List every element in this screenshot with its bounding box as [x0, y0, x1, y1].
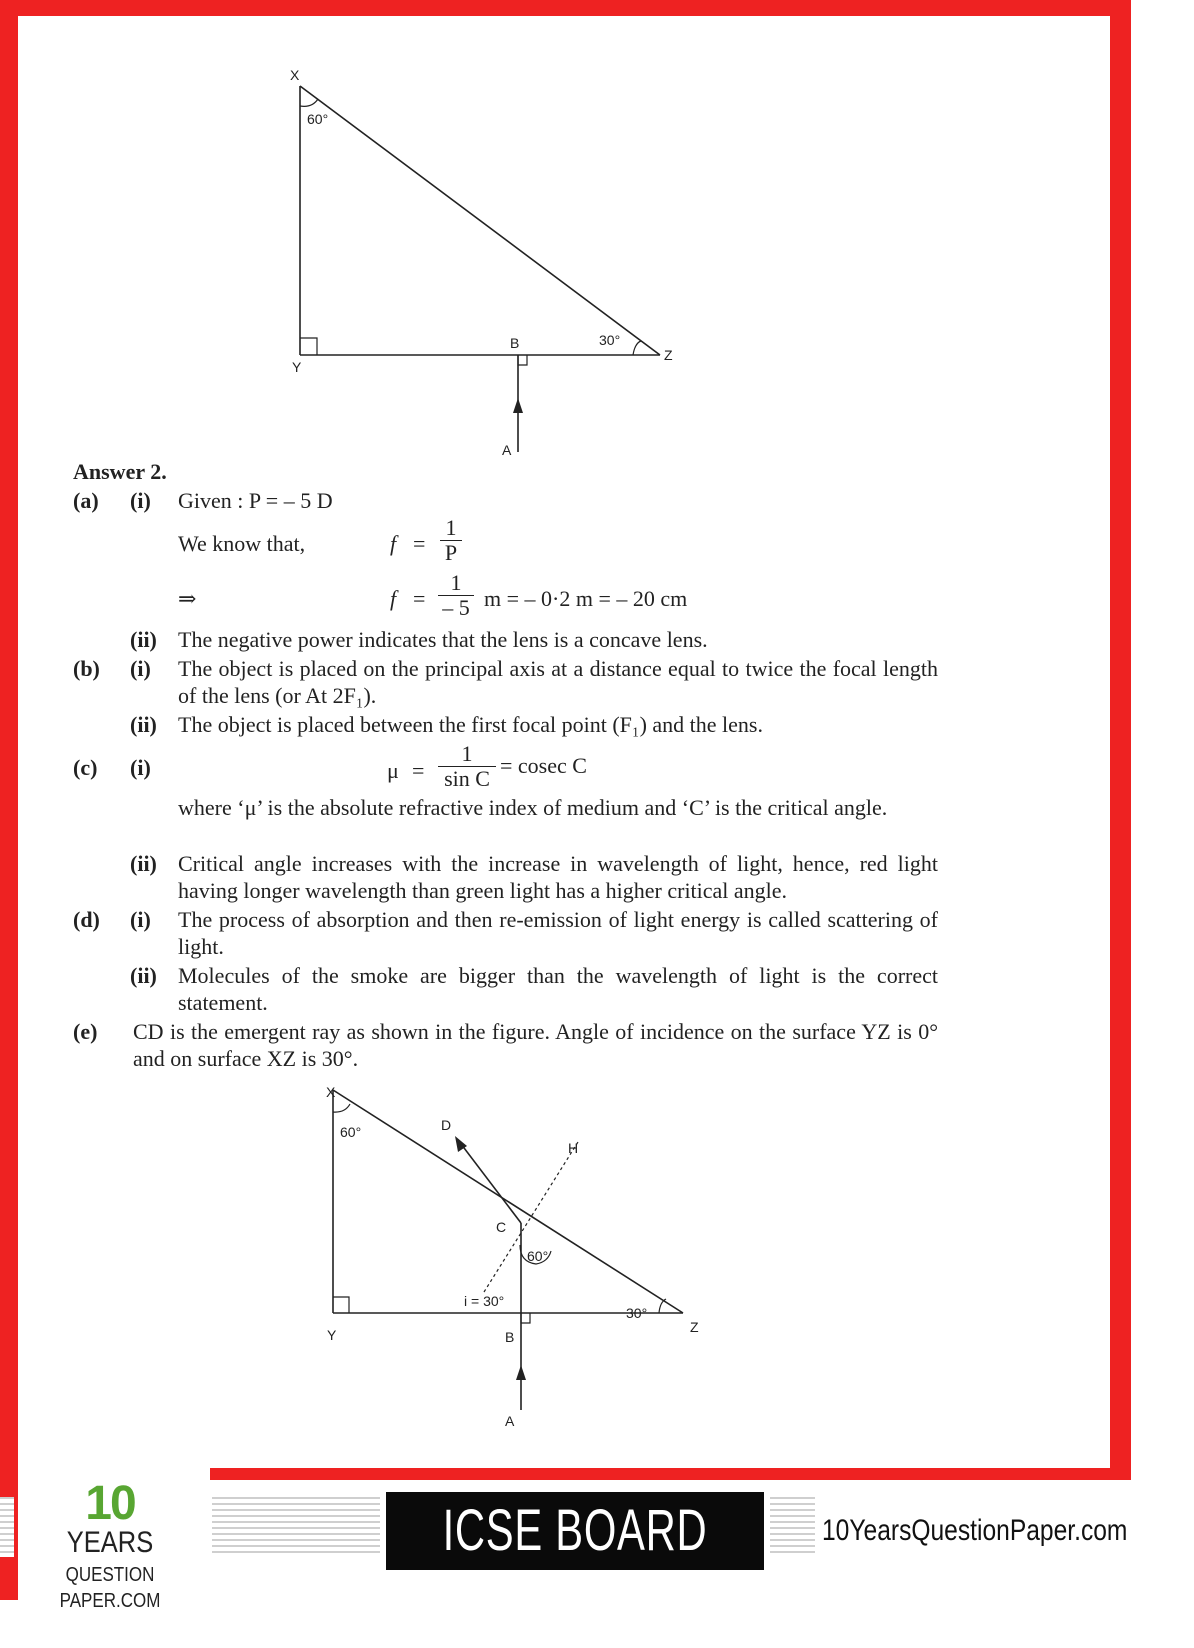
equals-1: = — [413, 531, 426, 556]
fraction-numerator: 1 — [450, 570, 462, 595]
ray-arrow-2 — [516, 1365, 526, 1380]
vertex-label-x: X — [326, 1084, 336, 1100]
fraction-denominator: sin C — [438, 766, 496, 791]
fraction-denominator: P — [440, 540, 462, 565]
vertex-label-y: Y — [327, 1327, 337, 1343]
prism-figure-1 — [0, 60, 1131, 460]
implies-arrow: ⇒ — [178, 586, 197, 611]
given-text: Given : P = – 5 D — [178, 488, 333, 513]
board-title-text: ICSE BOARD X — [442, 1498, 708, 1641]
fraction-numerator: 1 — [461, 741, 473, 766]
part-b-ii-label: (ii) — [130, 712, 157, 737]
angle-label-x: 60° — [307, 111, 329, 127]
angle-label-x: 60° — [340, 1124, 362, 1140]
part-d-ii-text: Molecules of the smoke are bigger than the wavelength of light is the correct statement. — [178, 963, 938, 1015]
page-frame-bottom — [210, 1468, 1131, 1480]
vertex-label-z: Z — [690, 1319, 699, 1335]
equals-2: = — [413, 586, 426, 611]
part-c-i-label: (i) — [130, 755, 151, 780]
vertex-label-x: X — [290, 67, 300, 83]
part-e-label: (e) — [73, 1019, 98, 1044]
footer-stripes-mid — [212, 1497, 380, 1557]
site-url[interactable] — [822, 1503, 1128, 1559]
point-label-h: H — [568, 1140, 579, 1156]
part-c-ii-text: Critical angle increases with the increase in wavelength of light, hence, red light having longer wavelength than green light has a higher critical angle. — [178, 851, 938, 903]
site-url-text[interactable]: 10YearsQuestionPaper.com — [822, 1514, 1128, 1547]
we-know-text: We know that, — [178, 531, 306, 556]
right-angle-mark-y — [333, 1297, 349, 1313]
logo-number: 10 — [85, 1477, 135, 1530]
page-frame-top — [0, 0, 1131, 16]
ray-arrow-1 — [513, 398, 523, 413]
logo-site-name: QUESTION PAPER.COM — [59, 1564, 161, 1612]
part-b-i-label: (i) — [130, 656, 151, 681]
part-b-i-text: The object is placed on the principal axis at a distance equal to twice the focal length of the lens (or At 2F₁). — [178, 656, 938, 708]
part-d-label: (d) — [73, 907, 100, 932]
right-angle-mark-b — [521, 1313, 530, 1323]
part-a-label: (a) — [73, 488, 99, 513]
cosec-result: = cosec C — [500, 753, 587, 778]
footer-stripes-left — [0, 1497, 14, 1557]
prism-triangle-1 — [300, 86, 660, 355]
right-angle-mark-y — [300, 338, 317, 355]
part-d-i-text: The process of absorption and then re-emission of light energy is called scattering of light. — [178, 907, 938, 959]
logo-years: YEARS — [66, 1526, 154, 1559]
fraction-1-over-p — [440, 516, 462, 565]
fraction-denominator: – 5 — [438, 595, 474, 620]
fraction-1-over-sin-c — [438, 742, 496, 791]
answer-heading: Answer 2. — [73, 459, 167, 484]
point-label-c: C — [496, 1219, 507, 1235]
angle-label-c: 60° — [527, 1248, 549, 1264]
right-angle-mark-b — [518, 355, 527, 365]
part-a-ii-label: (ii) — [130, 627, 157, 652]
f-symbol-1: f — [390, 531, 397, 556]
fraction-1-over-minus5 — [438, 571, 474, 620]
footer-stripes-right — [770, 1497, 815, 1557]
angle-label-z: 30° — [599, 332, 621, 348]
angle-arc-x — [333, 1104, 350, 1112]
point-label-b: B — [510, 335, 520, 351]
point-label-a: A — [502, 442, 512, 458]
incidence-label: i = 30° — [464, 1293, 505, 1309]
part-d-i-label: (i) — [130, 907, 151, 932]
part-e-text: CD is the emergent ray as shown in the figure. Angle of incidence on the surface YZ is 0° and on surface XZ is 30°. — [133, 1019, 938, 1071]
mu-symbol: μ — [387, 758, 399, 783]
part-c-ii-label: (ii) — [130, 851, 157, 876]
part-a-ii-text: The negative power indicates that the lens is a concave lens. — [178, 627, 708, 652]
part-b-ii-text: The object is placed between the first focal point (F₁) and the lens. — [178, 712, 763, 737]
angle-arc-z — [633, 341, 641, 355]
angle-label-z: 30° — [626, 1305, 648, 1321]
focal-length-result: m = – 0·2 m = – 20 cm — [484, 586, 688, 611]
point-label-b: B — [505, 1329, 515, 1345]
board-title — [386, 1492, 764, 1641]
equals-3: = — [412, 758, 425, 783]
angle-arc-x — [300, 99, 318, 106]
part-b-label: (b) — [73, 656, 100, 681]
fraction-numerator: 1 — [445, 515, 457, 540]
vertex-label-z: Z — [664, 347, 673, 363]
emergent-ray-cd — [458, 1140, 521, 1223]
prism-figure-2 — [0, 1070, 1131, 1429]
point-label-d: D — [441, 1117, 452, 1133]
vertex-label-y: Y — [292, 359, 302, 375]
part-d-ii-label: (ii) — [130, 963, 157, 988]
site-logo — [0, 1477, 210, 1612]
part-a-i-label: (i) — [130, 488, 151, 513]
point-label-a: A — [505, 1413, 515, 1429]
f-symbol-2: f — [390, 586, 397, 611]
prism-triangle-2 — [333, 1090, 683, 1313]
part-c-where-text: where ‘μ’ is the absolute refractive index of medium and ‘C’ is the critical angle. — [178, 795, 888, 820]
part-c-label: (c) — [73, 755, 98, 780]
